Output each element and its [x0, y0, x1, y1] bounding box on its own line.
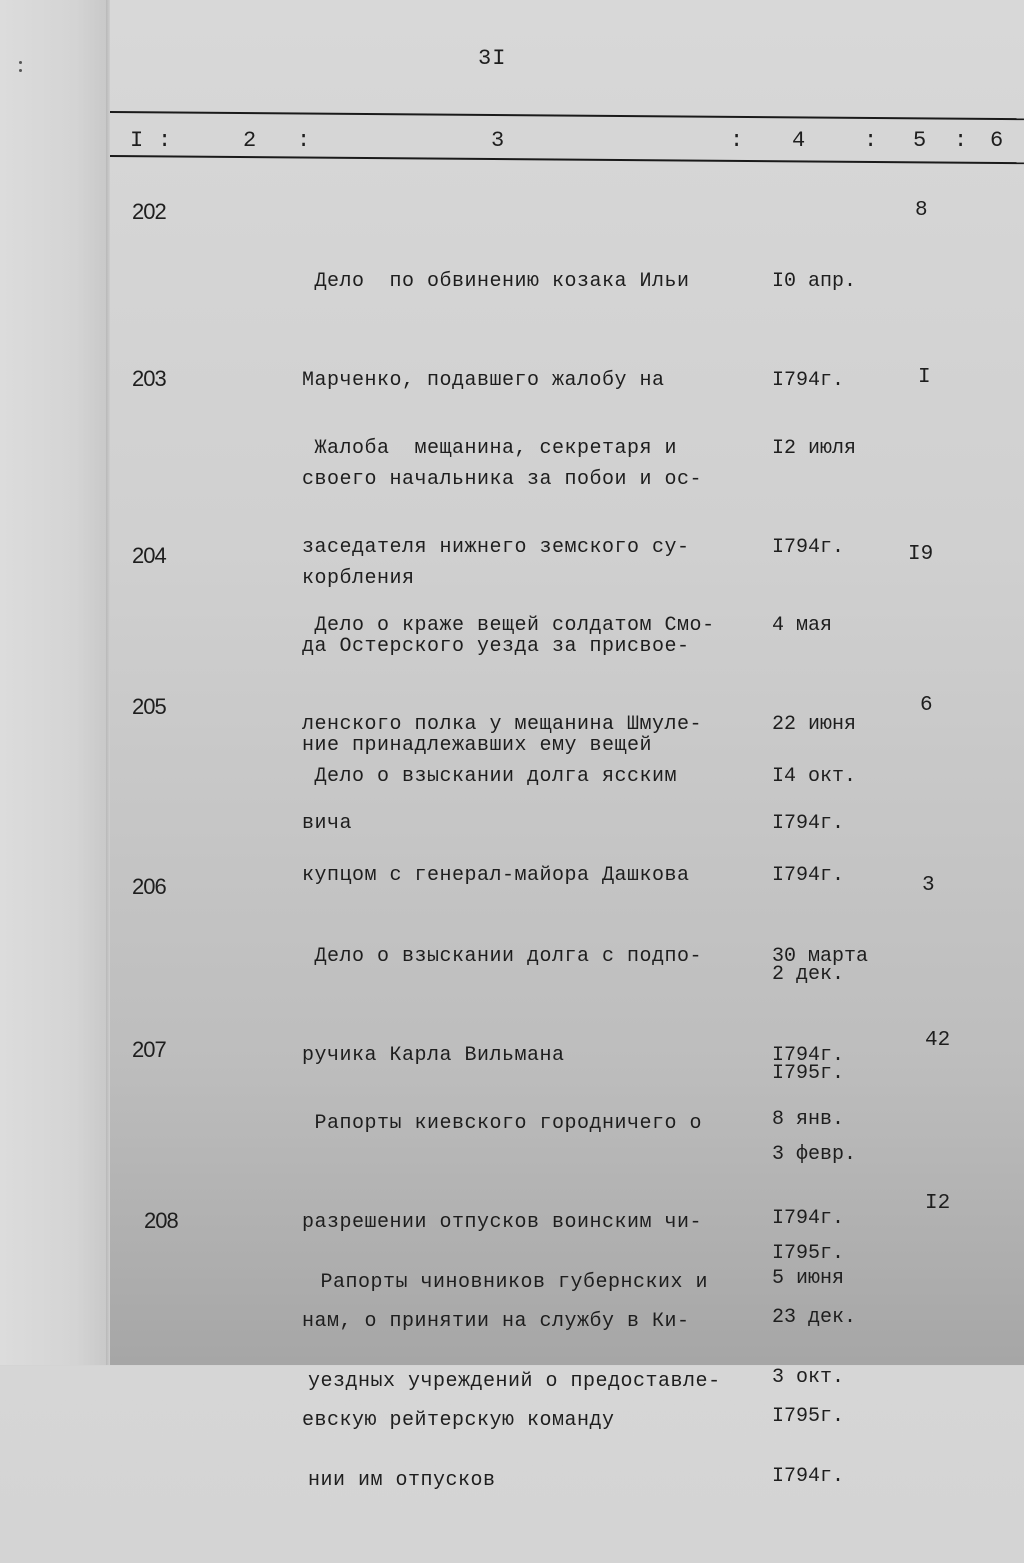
description-line: ленского полка у мещанина Шмуле-: [302, 713, 703, 736]
column-separator: :: [297, 128, 311, 153]
description-line: уездных учреждений о предоставле-: [308, 1370, 721, 1393]
description-line: купцом с генерал-майора Дашкова: [302, 864, 690, 887]
date-line: I794г.: [772, 1044, 845, 1067]
description-line: своего начальника за побои и ос-: [302, 468, 703, 491]
entry-number: 205: [132, 694, 166, 719]
entry-sheet-count: 42: [925, 1029, 951, 1052]
entry-sheet-count: I: [918, 366, 931, 389]
column-header-6: 6: [990, 128, 1004, 153]
date-line: 22 июня: [772, 713, 857, 736]
date-line: 3 окт.: [772, 1366, 845, 1389]
description-line: ние принадлежавших ему вещей: [302, 734, 653, 757]
date-line: 8 янв.: [772, 1108, 845, 1131]
date-line: I795г.: [772, 1062, 845, 1085]
date-line: 23 дек.: [772, 1306, 857, 1329]
description-line: Марченко, подавшего жалобу на: [302, 369, 665, 392]
column-separator: :: [158, 128, 172, 153]
date-line: I794г.: [772, 369, 845, 392]
column-separator: :: [954, 128, 968, 153]
entry-number: 202: [132, 199, 166, 224]
date-line: I795г.: [772, 1405, 845, 1428]
date-line: 5 июня: [772, 1267, 845, 1290]
description-line: Дело по обвинению козака Ильи: [302, 270, 690, 293]
column-header-1: I: [130, 128, 144, 153]
column-header-3: 3: [491, 128, 505, 153]
entry-sheet-count: I9: [908, 543, 934, 566]
entry-number: 204: [132, 543, 166, 568]
date-line: I0 апр.: [772, 270, 857, 293]
description-line: Жалоба мещанина, секретаря и: [302, 437, 678, 460]
description-line: Рапорты киевского городничего о: [302, 1112, 703, 1135]
date-line: 4 мая: [772, 614, 833, 637]
date-line: 3 февр.: [772, 1143, 857, 1166]
column-separator: :: [730, 128, 744, 153]
margin-mark: [19, 69, 22, 72]
entry-sheet-count: 6: [920, 694, 933, 717]
page-number: 3I: [478, 46, 507, 71]
description-line: ручика Карла Вильмана: [302, 1044, 565, 1067]
entry-sheet-count: 8: [915, 199, 928, 222]
entry-number: 206: [132, 874, 166, 899]
description-line: Дело о взыскании долга ясским: [302, 765, 678, 788]
description-line: нам, о принятии на службу в Ки-: [302, 1310, 690, 1333]
date-line: I2 июля: [772, 437, 857, 460]
date-line: I794г.: [772, 1207, 845, 1230]
date-line: I4 окт.: [772, 765, 857, 788]
description-line: Рапорты чиновников губернских и: [308, 1271, 709, 1294]
description-line: евскую рейтерскую команду: [302, 1409, 615, 1432]
margin-mark: [19, 61, 22, 64]
date-line: I794г.: [772, 1465, 845, 1488]
facing-page-edge: [0, 0, 108, 1365]
entry-description: [308, 1200, 768, 1563]
description-line: заседателя нижнего земского су-: [302, 536, 690, 559]
entry-number: 203: [132, 366, 166, 391]
description-line: корбления: [302, 567, 415, 590]
date-line: 2 дек.: [772, 963, 845, 986]
description-line: да Остерского уезда за присвое-: [302, 635, 690, 658]
date-line: I794г.: [772, 864, 845, 887]
date-line: 30 марта: [772, 945, 869, 968]
date-line: I795г.: [772, 1242, 845, 1265]
column-separator: :: [864, 128, 878, 153]
description-line: разрешении отпусков воинским чи-: [302, 1211, 703, 1234]
description-line: вича: [302, 812, 353, 835]
column-header-2: 2: [243, 128, 257, 153]
entry-number: 208: [144, 1208, 178, 1233]
description-line: Дело о взыскании долга с подпо-: [302, 945, 703, 968]
date-line: I794г.: [772, 812, 845, 835]
description-line: нии им отпусков: [308, 1469, 496, 1492]
entry-number: 207: [132, 1037, 166, 1062]
entry-sheet-count: 3: [922, 874, 935, 897]
description-line: Дело о краже вещей солдатом Смо-: [302, 614, 715, 637]
entry-dates: [772, 1196, 844, 1559]
column-header-4: 4: [792, 128, 806, 153]
column-header-5: 5: [913, 128, 927, 153]
entry-sheet-count: I2: [925, 1192, 951, 1215]
date-line: I794г.: [772, 536, 845, 559]
